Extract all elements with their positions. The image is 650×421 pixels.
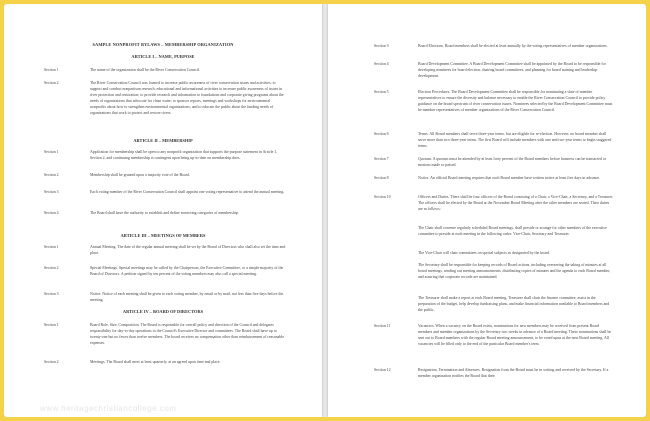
section-text: Notice. An official Board meeting requires that each Board member have written notice at least five days in advance. [418,176,601,180]
section-label: Section 11 [374,324,391,328]
section-label: Section 7 [374,157,389,161]
officer-duty-secretary: The Secretary shall be responsible for keeping records of Board actions, including overseeing the taking of minutes at all board meetings, sending out meeting announcements, distributing copies of minutes and the agenda to each Board member, and assuring that corporate records are maintained. [418,263,611,279]
officer-duty-treasurer: The Treasurer shall make a report at each Board meeting. Treasurer shall chair the finance committee, assist in the preparation of the budget, help develop fundraising plans, and make financial information available to Board members and the public. [418,296,610,312]
section-label: Section 1 [44,245,59,249]
section-label: Section 12 [374,368,391,372]
section-label: Section 1 [44,68,59,72]
article-heading: ARTICLE I – NAME, PURPOSE [131,54,195,59]
section-text: Terms. All Board members shall serve three-year terms, but are eligible for re-election. However, no board member shall serve more than two three-year terms. The first Board will include members with one and two-year terms to begin staggered terms. [418,132,612,148]
section-label: Section 2 [44,266,59,270]
section-label: Section 4 [44,211,59,215]
section-text: The Board shall have the authority to establish and define nonvoting categories of membership. [90,211,239,215]
section-text: Board Elections. Board members shall be elected at least annually by the voting representatives of member organizations. [418,44,608,48]
section-label: Section 6 [374,132,389,136]
page-left [4,4,322,417]
page-right [328,4,646,417]
section-label: Section 3 [44,292,59,296]
section-text: Each voting member of the River Conservation Council shall appoint one voting representative to attend the annual meeting. [90,190,285,194]
section-label: Section 3 [374,44,389,48]
section-label: Section 10 [374,195,391,199]
section-text: Quorum. A quorum must be attended by at least forty percent of the Board members before business can be transacted or motions made or passed. [418,157,607,167]
watermark: www.heritagechristiancollege.com [40,404,177,413]
section-text: The River Conservation Council was formed to increase public awareness of river conservation issues and activities; to support and conduct nonpartisan research, educational and informational activities to increase public awareness of issues in river protection and restoration; to provide research and information to foundations and corporate giving programs about the needs of organizations that advocate for clean water; to sponsor reports, meetings and workshops for environmental nonprofits about how to strengthen environmental organizations; and to educate the public about the funding needs of organizations that work to protect and restore rivers. [90,81,284,115]
section-text: Notice. Notice of each meeting shall be given to each voting member, by email or by mail, not less than five days before the meeting. [90,292,284,302]
article-heading: ARTICLE II – MEMBERSHIP [133,138,193,143]
article-heading: ARTICLE III – MEETINGS OF MEMBERS [120,233,206,238]
section-label: Section 5 [374,90,389,94]
document-viewer [4,4,646,417]
section-text: Board Development Committee. A Board Development Committee shall be appointed by the Board to be responsible for developing nominees for board election, chairing board committees, and planning for board training and leadership development. [418,62,606,78]
section-label: Section 1 [44,150,59,154]
section-label: Section 2 [44,360,59,364]
section-text: Application for membership shall be open to any nonprofit organization that supports the purpose statement in Article 1, Section 2, and continuing membership is contingent upon being up-to-date on membership dues. [90,150,278,160]
document-title: SAMPLE NONPROFIT BYLAWS – MEMBERSHIP ORGANIZATION [92,42,234,47]
article-heading: ARTICLE IV – BOARD OF DIRECTORS [122,309,204,314]
section-label: Section 2 [44,81,59,85]
section-text: Officers and Duties. There shall be four officers of the Board consisting of a Chair, a Vice-Chair, a Secretary, and a Treasurer. The officers shall be elected by the Board at the November Board Meeting after the other members are seated. Their duties are as follows: [418,195,614,211]
section-label: Section 3 [44,190,59,194]
section-text: Membership shall be granted upon a majority vote of the Board. [90,173,190,177]
officer-duty-vice-chair: The Vice-Chair will chair committees on special subjects as designated by the board. [418,251,551,255]
section-text: Meetings. The Board shall meet at least quarterly, at an agreed upon time and place. [90,360,221,364]
section-text: Board Role, Size, Composition. The Board is responsible for overall policy and direction of the Council and delegates responsibility for day-to-day operations to the Council's Executive Director and committees. The Board shall have up to twenty-one but no fewer than twelve members. The board receives no compensation other than reimbursement of reasonable expenses. [90,323,285,345]
section-label: Section 4 [374,62,389,66]
section-label: Section 2 [44,173,59,177]
section-text: Resignation, Termination and Absences. Resignation from the Board must be in writing and received by the Secretary. If a member organization notifies the Board that their [418,368,609,378]
section-label: Section 8 [374,176,389,180]
section-text: Vacancies. When a vacancy on the Board exists, nominations for new members may be received from present Board members and member organizations by the Secretary two weeks in advance of a Board meeting. These nominations shall be sent out to Board members with the regular Board meeting announcement, to be voted upon at the next Board meeting. All vacancies will be filled only to the end of the particular Board member's term. [418,324,612,346]
section-text: Annual Meeting. The date of the regular annual meeting shall be set by the Board of Directors who shall also set the time and place. [90,245,286,255]
section-text: The name of the organization shall be the River Conservation Council. [90,68,201,72]
section-text: Election Procedures. The Board Development Committee shall be responsible for nominating a slate of member representatives to ensure the diversity and balance necessary to enable the River Conservation Council to provide policy guidance on the broad spectrum of river conservation issues. Nominees selected by the Board Development Committee must be member representatives of member organizations of the River Conservation Council. [418,90,613,112]
officer-duty-chair: The Chair shall convene regularly scheduled Board meetings, shall preside or arrange for other members of the executive committee to preside at each meeting in the following order: Vice-Chair, Secretary and Treasurer. [418,226,607,236]
section-text: Special Meetings. Special meetings may be called by the Chairperson, the Executive Committee, or a simple majority of the Board of Directors. A petition signed by ten percent of the voting members may also call a special meeting. [90,266,284,276]
section-label: Section 1 [44,323,59,327]
